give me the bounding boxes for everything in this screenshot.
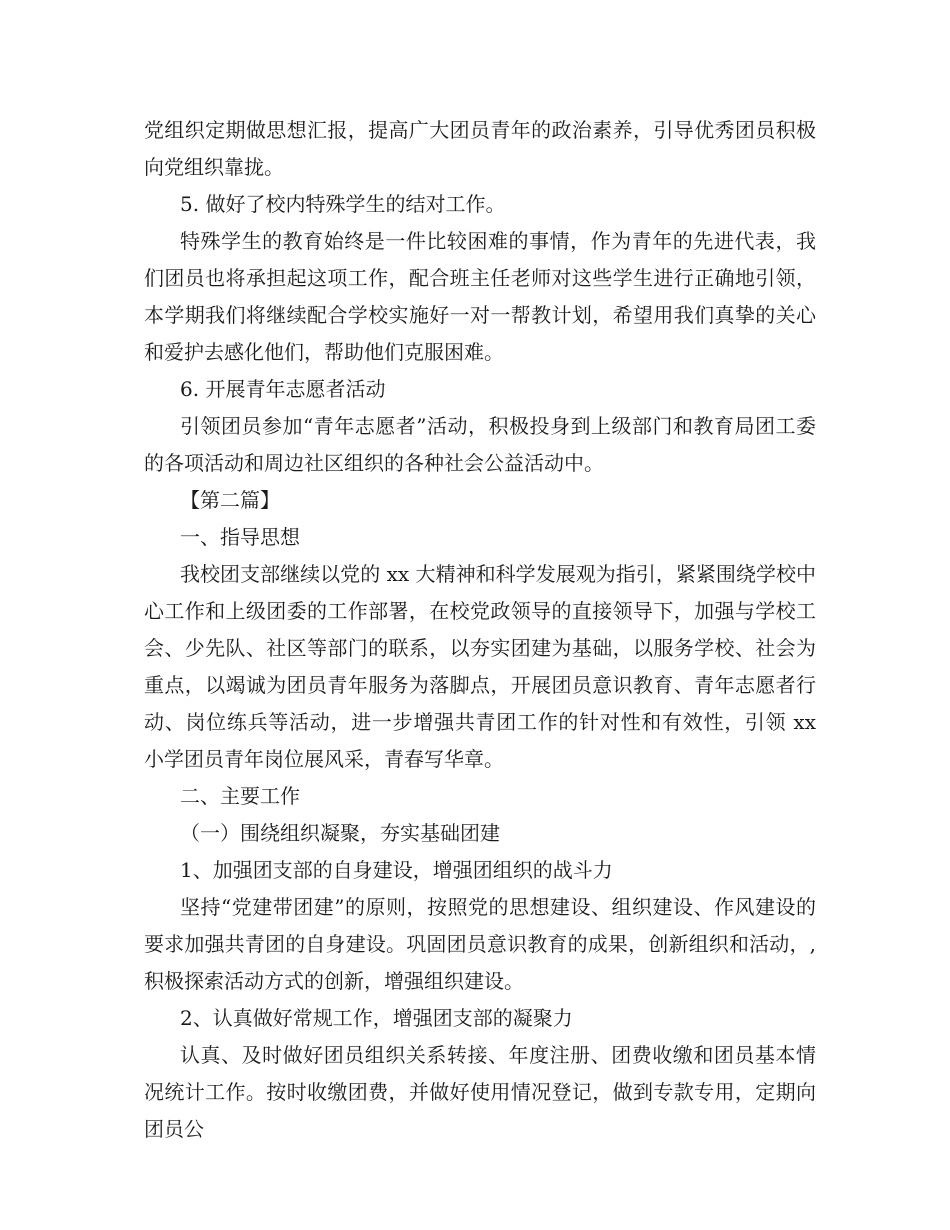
- paragraph: 我校团支部继续以党的 xx 大精神和科学发展观为指引，紧紧围绕学校中心工作和上级团委的工作部署，在校党政领导的直接领导下，加强与学校工会、少先队、社区等部门的联系，以夯实团建为基础，以服务学校、社会为重点，以竭诚为团员青年服务为落脚点，开展团员意识教育、青年志愿者行动、岗位练兵等活动，进一步增强共青团工作的针对性和有效性，引领 xx 小学团员青年岗位展风采，青春写华章。: [144, 562, 816, 771]
- subsection-heading: （一）围绕组织凝聚，夯实基础团建: [180, 821, 500, 845]
- section-title: 【第二篇】: [180, 488, 280, 512]
- section-heading: 二、主要工作: [180, 784, 300, 808]
- paragraph: 党组织定期做思想汇报，提高广大团员青年的政治素养，引导优秀团员积极向党组织靠拢。: [144, 118, 816, 179]
- paragraph: 引领团员参加“青年志愿者”活动，积极投身到上级部门和教育局团工委的各项活动和周边社区组织的各种社会公益活动中。: [144, 414, 816, 475]
- list-item-heading: 5. 做好了校内特殊学生的结对工作。: [180, 192, 506, 216]
- section-heading: 一、指导思想: [180, 525, 300, 549]
- list-item-heading: 6. 开展青年志愿者活动: [180, 377, 386, 401]
- paragraph: 认真、及时做好团员组织关系转接、年度注册、团费收缴和团员基本情况统计工作。按时收缴团费，并做好使用情况登记，做到专款专用，定期向团员公: [144, 1043, 816, 1141]
- list-item-heading: 2、认真做好常规工作，增强团支部的凝聚力: [180, 1006, 573, 1030]
- paragraph: 坚持“党建带团建”的原则，按照党的思想建设、组织建设、作风建设的要求加强共青团的自身建设。巩固团员意识教育的成果，创新组织和活动，, 积极探索活动方式的创新，增强组织建设。: [144, 895, 816, 993]
- list-item-heading: 1、加强团支部的自身建设，增强团组织的战斗力: [180, 858, 613, 882]
- document-body: [144, 112, 816, 1148]
- paragraph: 特殊学生的教育始终是一件比较困难的事情，作为青年的先进代表，我们团员也将承担起这项工作，配合班主任老师对这些学生进行正确地引领，本学期我们将继续配合学校实施好一对一帮教计划，希望用我们真挚的关心和爱护去感化他们，帮助他们克服困难。: [144, 229, 816, 364]
